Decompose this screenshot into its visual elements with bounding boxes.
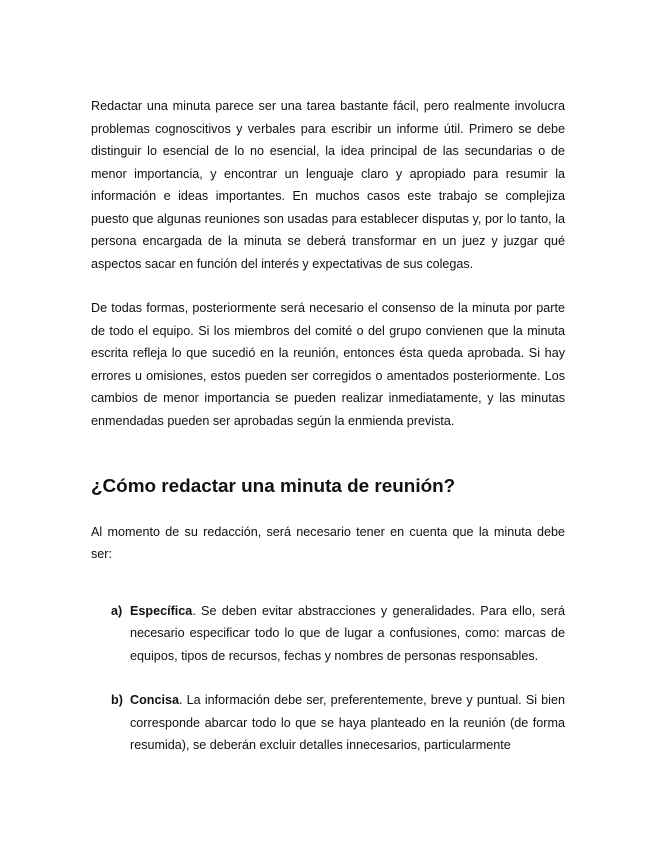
section-heading: ¿Cómo redactar una minuta de reunión? [91,476,456,497]
list-text: . La información debe ser, preferentemente, breve y puntual. Si bien corresponde abarcar todo lo que se haya planteado en la reunión (de forma resumida), se deberán excluir detalles innecesarios, particularmente [130,693,565,752]
list-term: Concisa [130,693,179,707]
list-marker: a) [111,603,123,618]
list-term: Específica [130,603,193,618]
list-marker: b) [111,693,123,707]
paragraph-1: Redactar una minuta parece ser una tarea bastante fácil, pero realmente involucra problemas cognoscitivos y verbales para escribir un informe útil. Primero se debe distinguir lo esencial de lo no esencial, la idea principal de las secundarias o de menor importancia, y encontrar un lenguaje claro y apropiado para resumir la información e ideas importantes. En muchos casos este trabajo se complejiza puesto que algunas reuniones son usadas para establecer disputas y, por lo tanto, la persona encargada de la minuta se deberá transformar en un juez y juzgar qué aspectos sacar en función del interés y expectativas de sus colegas. [91,99,565,271]
paragraph-2: De todas formas, posteriormente será necesario el consenso de la minuta por parte de todo el equipo. Si los miembros del comité o del grupo convienen que la minuta escrita refleja lo que sucedió en la reunión, entonces ésta queda aprobada. Si hay errores u omisiones, estos pueden ser corregidos o amentados posteriormente. Los cambios de menor importancia se pueden realizar inmediatamente, y las minutas enmendadas pueden ser aprobadas según la enmienda prevista. [91,301,565,428]
document-page [91,95,565,757]
list-text: . Se deben evitar abstracciones y generalidades. Para ello, será necesario especificar todo lo que de lugar a confusiones, como: marcas de equipos, tipos de recursos, fechas y nombres de personas responsables. [130,603,565,663]
intro-paragraph: Al momento de su redacción, será necesario tener en cuenta que la minuta debe ser: [91,524,565,561]
list-item [91,600,565,668]
list-item [91,689,565,757]
requirements-list [91,600,565,757]
